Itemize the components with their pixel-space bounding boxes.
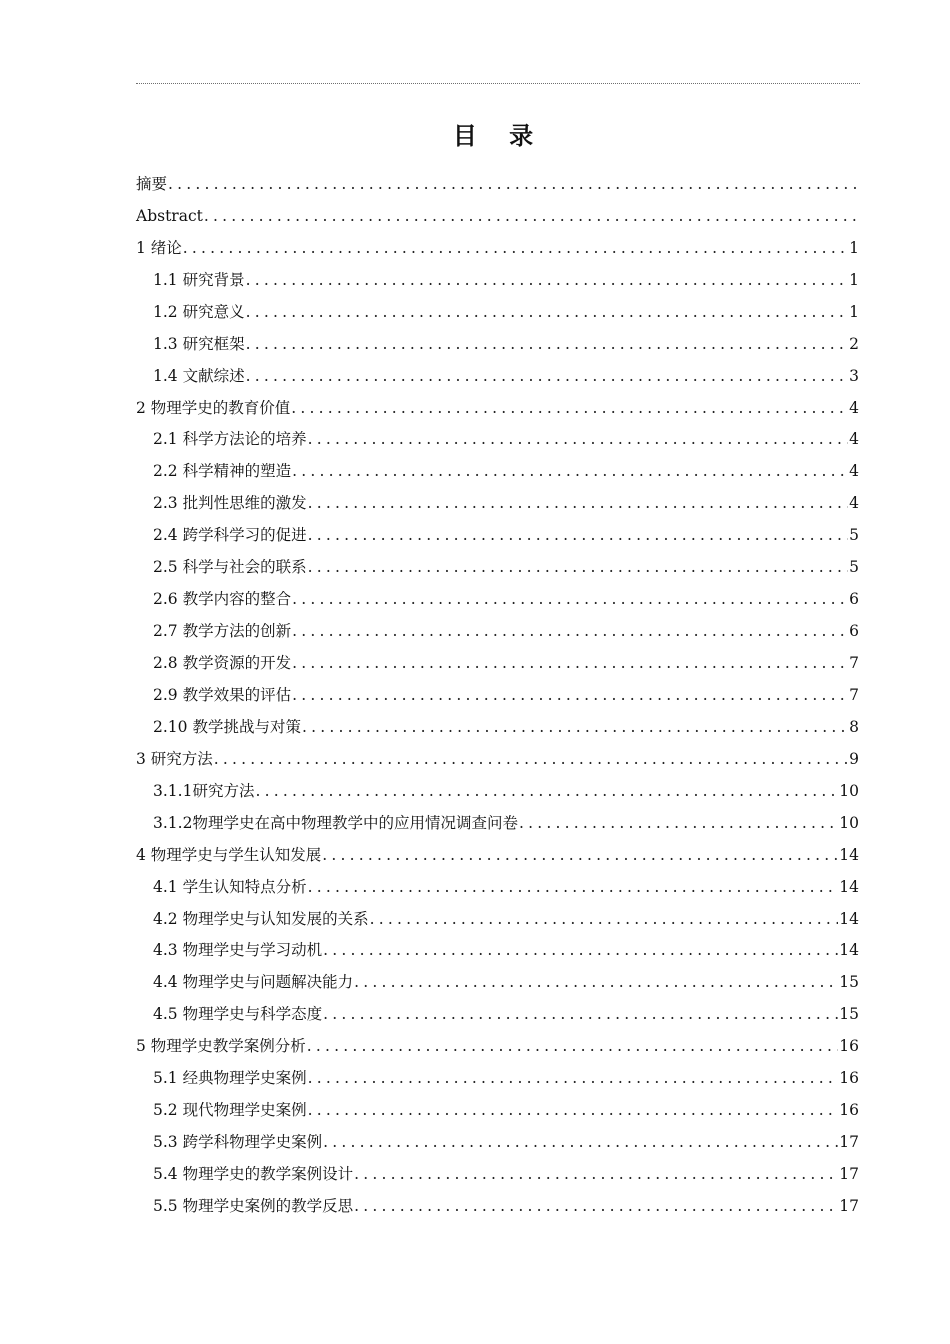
header-rule — [136, 83, 860, 84]
toc-entry-page-number: 4 — [849, 398, 859, 417]
toc-entry-label: 2.5 科学与社会的联系 — [153, 558, 307, 577]
toc-entry-page-number: 4 — [849, 462, 859, 481]
toc-entry-page-number: 14 — [839, 941, 859, 960]
toc-entry-page-number: 1 — [849, 270, 859, 289]
toc-dot-leader — [204, 206, 858, 226]
toc-entry-label: 4.1 学生认知特点分析 — [153, 877, 307, 896]
toc-dot-leader — [292, 589, 848, 609]
toc-dot-leader — [292, 461, 848, 481]
toc-dot-leader — [291, 398, 848, 418]
toc-entry[interactable] — [136, 360, 859, 392]
toc-dot-leader — [246, 334, 849, 354]
toc-entry-page-number: 16 — [839, 1101, 859, 1120]
toc-dot-leader — [246, 302, 849, 322]
toc-entry[interactable] — [136, 583, 859, 615]
toc-entry[interactable] — [136, 871, 859, 903]
toc-dot-leader — [308, 557, 849, 577]
toc-entry-label: 4 物理学史与学生认知发展 — [136, 845, 322, 864]
toc-entry-page-number: 2 — [849, 334, 859, 353]
toc-entry[interactable] — [136, 1030, 859, 1062]
toc-entry[interactable] — [136, 168, 859, 200]
toc-entry[interactable] — [136, 455, 859, 487]
toc-entry-label: 3.1.2物理学史在高中物理教学中的应用情况调查问卷 — [153, 813, 518, 832]
toc-entry-label: 5 物理学史教学案例分析 — [136, 1037, 306, 1056]
toc-entry-page-number: 17 — [839, 1196, 859, 1215]
toc-entry-label: 1 绪论 — [136, 238, 182, 257]
toc-dot-leader — [308, 1100, 839, 1120]
toc-dot-leader — [308, 525, 849, 545]
toc-dot-leader — [308, 877, 839, 897]
toc-entry-label: 3.1.1研究方法 — [153, 781, 255, 800]
toc-entry-label: 4.4 物理学史与问题解决能力 — [153, 973, 354, 992]
toc-dot-leader — [354, 1164, 838, 1184]
toc-entry-label: 2.7 教学方法的创新 — [153, 622, 292, 641]
toc-dot-leader — [292, 685, 848, 705]
toc-entry-page-number: 3 — [849, 366, 859, 385]
toc-entry-page-number: 4 — [849, 494, 859, 513]
toc-dot-leader — [308, 1068, 839, 1088]
toc-entry-label: 5.5 物理学史案例的教学反思 — [153, 1196, 354, 1215]
toc-entry-label: 5.2 现代物理学史案例 — [153, 1101, 307, 1120]
toc-entry-label: 2.6 教学内容的整合 — [153, 590, 292, 609]
toc-entry[interactable] — [136, 775, 859, 807]
toc-entry[interactable] — [136, 903, 859, 935]
toc-dot-leader — [519, 813, 838, 833]
toc-entry[interactable] — [136, 264, 859, 296]
toc-entry[interactable] — [136, 392, 859, 424]
toc-entry[interactable] — [136, 200, 859, 232]
toc-entry-label: 2.4 跨学科学习的促进 — [153, 526, 307, 545]
toc-entry-page-number: 14 — [839, 909, 859, 928]
toc-entry-page-number: 14 — [839, 845, 859, 864]
toc-dot-leader — [255, 781, 838, 801]
toc-entry[interactable] — [136, 647, 859, 679]
toc-entry-label: 4.3 物理学史与学习动机 — [153, 941, 323, 960]
toc-entry-label: 5.1 经典物理学史案例 — [153, 1069, 307, 1088]
toc-entry-label: 2.1 科学方法论的培养 — [153, 430, 307, 449]
toc-entry-page-number: 17 — [839, 1165, 859, 1184]
toc-entry-label: 4.5 物理学史与科学态度 — [153, 1005, 323, 1024]
toc-entry-label: 3 研究方法 — [136, 749, 213, 768]
toc-entry-page-number: 9 — [849, 749, 859, 768]
toc-entry[interactable] — [136, 328, 859, 360]
toc-dot-leader — [370, 909, 839, 929]
toc-entry-label: 1.3 研究框架 — [153, 334, 245, 353]
toc-dot-leader — [323, 940, 838, 960]
toc-entry-page-number: 4 — [849, 430, 859, 449]
toc-dot-leader — [354, 972, 838, 992]
toc-entry[interactable] — [136, 679, 859, 711]
toc-entry-page-number: 15 — [839, 973, 859, 992]
toc-entry-label: 2.10 教学挑战与对策 — [153, 717, 301, 736]
toc-entry[interactable] — [136, 839, 859, 871]
toc-dot-leader — [183, 238, 848, 258]
toc-entry-page-number: 7 — [849, 685, 859, 704]
toc-entry[interactable] — [136, 1126, 859, 1158]
toc-entry-page-number: 14 — [839, 877, 859, 896]
toc-dot-leader — [168, 174, 858, 194]
toc-entry-page-number: 15 — [839, 1005, 859, 1024]
toc-entry-label: 2.9 教学效果的评估 — [153, 685, 292, 704]
toc-entry-label: 5.4 物理学史的教学案例设计 — [153, 1165, 354, 1184]
toc-entry[interactable] — [136, 807, 859, 839]
toc-entry[interactable] — [136, 232, 859, 264]
toc-dot-leader — [354, 1196, 838, 1216]
toc-entry-page-number: 6 — [849, 590, 859, 609]
toc-entry-label: 2 物理学史的教育价值 — [136, 398, 291, 417]
toc-entry-page-number: 8 — [849, 717, 859, 736]
toc-entry-page-number: 6 — [849, 622, 859, 641]
toc-dot-leader — [308, 493, 849, 513]
toc-entry-page-number: 16 — [839, 1037, 859, 1056]
toc-entry-page-number: 10 — [839, 781, 859, 800]
toc-entry-label: 1.4 文献综述 — [153, 366, 245, 385]
toc-entry-page-number: 5 — [849, 526, 859, 545]
toc-entry[interactable] — [136, 935, 859, 967]
toc-dot-leader — [292, 621, 848, 641]
toc-dot-leader — [214, 749, 848, 769]
toc-entry[interactable] — [136, 998, 859, 1030]
toc-entry-page-number: 10 — [839, 813, 859, 832]
toc-entry[interactable] — [136, 424, 859, 456]
toc-entry[interactable] — [136, 743, 859, 775]
toc-entry-label: Abstract — [136, 206, 203, 225]
toc-dot-leader — [323, 1132, 838, 1152]
toc-entry-page-number: 17 — [839, 1133, 859, 1152]
toc-dot-leader — [323, 1004, 838, 1024]
toc-entry[interactable] — [136, 551, 859, 583]
toc-entry-page-number: 16 — [839, 1069, 859, 1088]
toc-entry[interactable] — [136, 1190, 859, 1222]
toc-entry-label: 2.8 教学资源的开发 — [153, 654, 292, 673]
toc-entry-label: 4.2 物理学史与认知发展的关系 — [153, 909, 369, 928]
toc-title: 目 录 — [452, 122, 546, 150]
toc-entry-label: 摘要 — [136, 174, 168, 193]
toc-entry[interactable] — [136, 1094, 859, 1126]
toc-dot-leader — [322, 845, 838, 865]
toc-entry[interactable] — [136, 966, 859, 998]
toc-entry-page-number: 1 — [849, 238, 859, 257]
toc-dot-leader — [246, 366, 849, 386]
toc-entry-page-number: 1 — [849, 302, 859, 321]
toc-entry-label: 1.1 研究背景 — [153, 270, 245, 289]
toc-entry-label: 2.3 批判性思维的激发 — [153, 494, 307, 513]
toc-entry[interactable] — [136, 487, 859, 519]
toc-list — [136, 168, 859, 1222]
toc-entry[interactable] — [136, 615, 859, 647]
toc-dot-leader — [246, 270, 849, 290]
toc-entry[interactable] — [136, 711, 859, 743]
toc-entry[interactable] — [136, 519, 859, 551]
toc-dot-leader — [292, 653, 848, 673]
toc-entry-label: 2.2 科学精神的塑造 — [153, 462, 292, 481]
toc-dot-leader — [307, 1036, 838, 1056]
toc-entry[interactable] — [136, 296, 859, 328]
toc-entry-page-number: 7 — [849, 654, 859, 673]
toc-entry[interactable] — [136, 1062, 859, 1094]
toc-dot-leader — [302, 717, 848, 737]
toc-entry-page-number: 5 — [849, 558, 859, 577]
toc-dot-leader — [308, 429, 849, 449]
toc-entry-label: 5.3 跨学科物理学史案例 — [153, 1133, 323, 1152]
toc-entry[interactable] — [136, 1158, 859, 1190]
toc-entry-label: 1.2 研究意义 — [153, 302, 245, 321]
